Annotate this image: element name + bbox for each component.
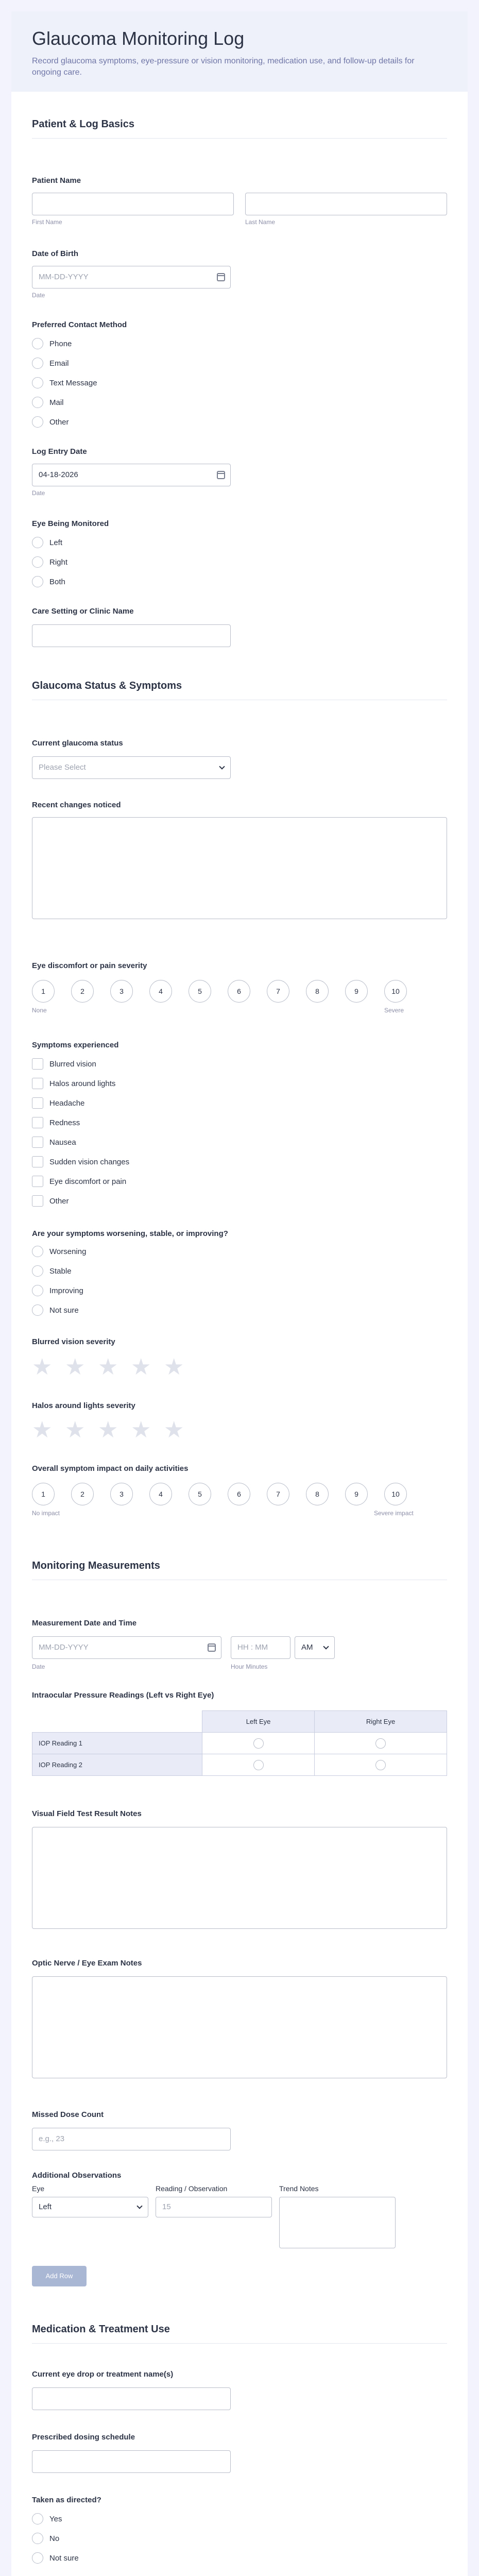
impact-scale-1[interactable]: 1 — [32, 1483, 55, 1505]
radio-button[interactable] — [253, 1760, 264, 1770]
iop-row-label: IOP Reading 1 — [32, 1733, 202, 1754]
radio-button[interactable] — [32, 2513, 43, 2524]
checkbox[interactable] — [32, 1195, 43, 1207]
iop-col-left: Left Eye — [202, 1711, 315, 1733]
measurement-time-sublabel: Hour Minutes — [231, 1663, 268, 1670]
radio-button[interactable] — [32, 1304, 43, 1316]
checkbox[interactable] — [32, 1156, 43, 1167]
radio-button[interactable] — [32, 416, 43, 428]
trend-option[interactable]: Not sure — [32, 1304, 79, 1316]
iop-header-row — [32, 1711, 447, 1733]
iop-row-label: IOP Reading 2 — [32, 1754, 202, 1776]
checkbox[interactable] — [32, 1117, 43, 1128]
radio-button[interactable] — [375, 1760, 386, 1770]
radio-button[interactable] — [32, 2533, 43, 2544]
contact-option[interactable]: Other — [32, 416, 69, 428]
iop-cell[interactable] — [315, 1754, 447, 1776]
status-label: Current glaucoma status — [32, 739, 123, 748]
measurement-date-input[interactable] — [32, 1636, 221, 1659]
dob-placeholder: MM-DD-YYYY — [39, 273, 89, 281]
ampm-value: AM — [301, 1643, 313, 1652]
impact-label: Overall symptom impact on daily activities — [32, 1464, 189, 1473]
first-name-sublabel: First Name — [32, 218, 62, 226]
taken-option[interactable]: Yes — [32, 2513, 62, 2524]
section-divider — [32, 138, 447, 139]
discomfort-high-label: Severe — [384, 1007, 404, 1014]
iop-label: Intraocular Pressure Readings (Left vs Right Eye) — [32, 1691, 214, 1700]
checkbox[interactable] — [32, 1058, 43, 1070]
section-divider — [32, 2343, 447, 2344]
radio-button[interactable] — [253, 1738, 264, 1749]
discomfort-scale-9[interactable]: 9 — [345, 980, 368, 1003]
log-date-label: Log Entry Date — [32, 447, 87, 456]
measurement-time-input[interactable] — [231, 1636, 290, 1659]
star-icon[interactable]: ★ — [65, 1354, 85, 1380]
care-setting-input[interactable] — [32, 624, 231, 647]
radio-button[interactable] — [32, 1265, 43, 1277]
symptom-option[interactable]: Sudden vision changes — [32, 1156, 129, 1167]
halos-severity-label: Halos around lights severity — [32, 1401, 135, 1410]
section-title-measurements: Monitoring Measurements — [32, 1560, 160, 1571]
measurement-datetime-label: Measurement Date and Time — [32, 1619, 137, 1628]
impact-scale-4[interactable]: 4 — [149, 1483, 172, 1505]
iop-row — [32, 1754, 447, 1776]
status-select[interactable] — [32, 756, 231, 779]
contact-method-label: Preferred Contact Method — [32, 320, 127, 329]
symptoms-label: Symptoms experienced — [32, 1041, 119, 1049]
measurement-date-placeholder: MM-DD-YYYY — [39, 1643, 89, 1652]
eye-option[interactable]: Right — [32, 556, 67, 568]
radio-button[interactable] — [32, 1246, 43, 1257]
impact-scale-10[interactable]: 10 — [384, 1483, 407, 1505]
star-icon[interactable]: ★ — [98, 1417, 118, 1443]
add-col-eye: Eye — [32, 2184, 45, 2193]
add-reading-placeholder: 15 — [162, 2202, 171, 2211]
radio-button[interactable] — [32, 358, 43, 369]
trend-label: Are your symptoms worsening, stable, or improving? — [32, 1229, 228, 1238]
calendar-icon[interactable] — [208, 1643, 216, 1652]
contact-option[interactable]: Email — [32, 358, 69, 369]
last-name-input[interactable] — [245, 193, 447, 215]
first-name-input[interactable] — [32, 193, 234, 215]
discomfort-scale-8[interactable]: 8 — [306, 980, 329, 1003]
impact-scale-3[interactable]: 3 — [110, 1483, 133, 1505]
section-title-status: Glaucoma Status & Symptoms — [32, 680, 182, 691]
section-title-basics: Patient & Log Basics — [32, 118, 134, 130]
contact-option[interactable]: Mail — [32, 397, 64, 408]
iop-cell[interactable] — [202, 1754, 315, 1776]
symptom-option[interactable]: Eye discomfort or pain — [32, 1176, 126, 1187]
impact-scale-8[interactable]: 8 — [306, 1483, 329, 1505]
dob-label: Date of Birth — [32, 249, 78, 258]
eye-monitored-label: Eye Being Monitored — [32, 519, 109, 528]
discomfort-scale-3[interactable]: 3 — [110, 980, 133, 1003]
star-icon[interactable]: ★ — [131, 1417, 151, 1443]
current-treatment-label: Current eye drop or treatment name(s) — [32, 2370, 174, 2379]
add-reading-input[interactable] — [156, 2197, 272, 2217]
discomfort-scale-4[interactable]: 4 — [149, 980, 172, 1003]
form-title: Glaucoma Monitoring Log — [32, 28, 245, 49]
last-name-sublabel: Last Name — [245, 218, 276, 226]
star-icon[interactable]: ★ — [32, 1354, 53, 1380]
add-eye-value: Left — [39, 2202, 52, 2211]
discomfort-scale-10[interactable]: 10 — [384, 980, 407, 1003]
visual-field-textarea[interactable] — [32, 1827, 447, 1929]
discomfort-scale-6[interactable]: 6 — [228, 980, 250, 1003]
radio-button[interactable] — [32, 377, 43, 388]
current-treatment-input[interactable] — [32, 2387, 231, 2410]
dosing-schedule-label: Prescribed dosing schedule — [32, 2433, 135, 2442]
radio-button[interactable] — [32, 556, 43, 568]
add-trend-textarea[interactable] — [279, 2197, 396, 2248]
symptom-option[interactable]: Halos around lights — [32, 1078, 115, 1089]
iop-cell[interactable] — [315, 1733, 447, 1754]
taken-option[interactable]: Not sure — [32, 2552, 79, 2564]
discomfort-scale-5[interactable]: 5 — [189, 980, 211, 1003]
symptom-option[interactable]: Headache — [32, 1097, 84, 1109]
log-date-sublabel: Date — [32, 489, 45, 497]
radio-button[interactable] — [375, 1738, 386, 1749]
impact-high-label: Severe impact — [374, 1510, 414, 1517]
contact-option[interactable]: Text Message — [32, 377, 97, 388]
care-setting-label: Care Setting or Clinic Name — [32, 607, 134, 616]
impact-scale-5[interactable]: 5 — [189, 1483, 211, 1505]
optic-nerve-label: Optic Nerve / Eye Exam Notes — [32, 1959, 142, 1968]
changes-textarea[interactable] — [32, 817, 447, 919]
impact-scale-6[interactable]: 6 — [228, 1483, 250, 1505]
form-description: Record glaucoma symptoms, eye-pressure or vision monitoring, medication use, and follow-up details for ongoing care. — [32, 57, 415, 77]
taken-label: Taken as directed? — [32, 2496, 101, 2504]
impact-low-label: No impact — [32, 1510, 60, 1517]
eye-option[interactable]: Left — [32, 537, 62, 548]
impact-scale-2[interactable]: 2 — [71, 1483, 94, 1505]
impact-scale-7[interactable]: 7 — [267, 1483, 289, 1505]
additional-observations-label: Additional Observations — [32, 2171, 122, 2180]
form-header — [11, 11, 468, 92]
radio-button[interactable] — [32, 537, 43, 548]
add-col-reading: Reading / Observation — [156, 2184, 228, 2193]
iop-corner-cell — [32, 1711, 202, 1733]
star-icon[interactable]: ★ — [164, 1417, 184, 1443]
log-date-input[interactable] — [32, 464, 231, 486]
measurement-date-sublabel: Date — [32, 1663, 45, 1670]
measurement-time-placeholder: HH : MM — [237, 1643, 268, 1652]
symptom-option[interactable]: Nausea — [32, 1137, 76, 1148]
star-icon[interactable]: ★ — [65, 1417, 85, 1443]
log-date-value: 04-18-2026 — [39, 470, 78, 479]
trend-option[interactable]: Worsening — [32, 1246, 86, 1257]
symptom-option[interactable]: Redness — [32, 1117, 80, 1128]
changes-label: Recent changes noticed — [32, 801, 121, 809]
star-icon[interactable]: ★ — [131, 1354, 151, 1380]
checkbox[interactable] — [32, 1176, 43, 1187]
missed-dose-placeholder: e.g., 23 — [39, 2134, 65, 2143]
impact-scale-9[interactable]: 9 — [345, 1483, 368, 1505]
calendar-icon[interactable] — [217, 273, 225, 281]
discomfort-low-label: None — [32, 1007, 47, 1014]
iop-cell[interactable] — [202, 1733, 315, 1754]
form-page — [11, 11, 468, 2576]
taken-option[interactable]: No — [32, 2533, 59, 2544]
trend-option[interactable]: Improving — [32, 1285, 83, 1296]
eye-option[interactable]: Both — [32, 576, 65, 587]
dob-input[interactable] — [32, 266, 231, 289]
status-placeholder: Please Select — [39, 763, 86, 772]
checkbox[interactable] — [32, 1078, 43, 1089]
radio-button[interactable] — [32, 576, 43, 587]
symptom-option[interactable]: Other — [32, 1195, 69, 1207]
blurred-severity-label: Blurred vision severity — [32, 1337, 115, 1346]
iop-row — [32, 1733, 447, 1754]
star-icon[interactable]: ★ — [164, 1354, 184, 1380]
add-eye-select[interactable] — [32, 2197, 148, 2217]
patient-name-label: Patient Name — [32, 176, 81, 185]
star-icon[interactable]: ★ — [98, 1354, 118, 1380]
symptom-option[interactable]: Blurred vision — [32, 1058, 96, 1070]
discomfort-scale-1[interactable]: 1 — [32, 980, 55, 1003]
ampm-select[interactable] — [295, 1636, 335, 1659]
contact-option[interactable]: Phone — [32, 338, 72, 349]
trend-option[interactable]: Stable — [32, 1265, 72, 1277]
dosing-schedule-input[interactable] — [32, 2450, 231, 2473]
add-col-trend: Trend Notes — [279, 2184, 319, 2193]
missed-dose-count-input[interactable] — [32, 2128, 231, 2150]
dob-sublabel: Date — [32, 292, 45, 299]
checkbox[interactable] — [32, 1097, 43, 1109]
add-row-button[interactable]: Add Row — [32, 2266, 87, 2286]
calendar-icon[interactable] — [217, 471, 225, 479]
discomfort-label: Eye discomfort or pain severity — [32, 961, 147, 970]
visual-field-label: Visual Field Test Result Notes — [32, 1809, 142, 1818]
radio-button[interactable] — [32, 1285, 43, 1296]
radio-button[interactable] — [32, 2552, 43, 2564]
iop-col-right: Right Eye — [315, 1711, 447, 1733]
discomfort-scale-7[interactable]: 7 — [267, 980, 289, 1003]
star-icon[interactable]: ★ — [32, 1417, 53, 1443]
checkbox[interactable] — [32, 1137, 43, 1148]
missed-dose-count-label: Missed Dose Count — [32, 2110, 104, 2119]
optic-nerve-textarea[interactable] — [32, 1976, 447, 2078]
radio-button[interactable] — [32, 338, 43, 349]
iop-matrix — [32, 1710, 447, 1776]
section-title-medication: Medication & Treatment Use — [32, 2324, 170, 2335]
discomfort-scale-2[interactable]: 2 — [71, 980, 94, 1003]
radio-button[interactable] — [32, 397, 43, 408]
